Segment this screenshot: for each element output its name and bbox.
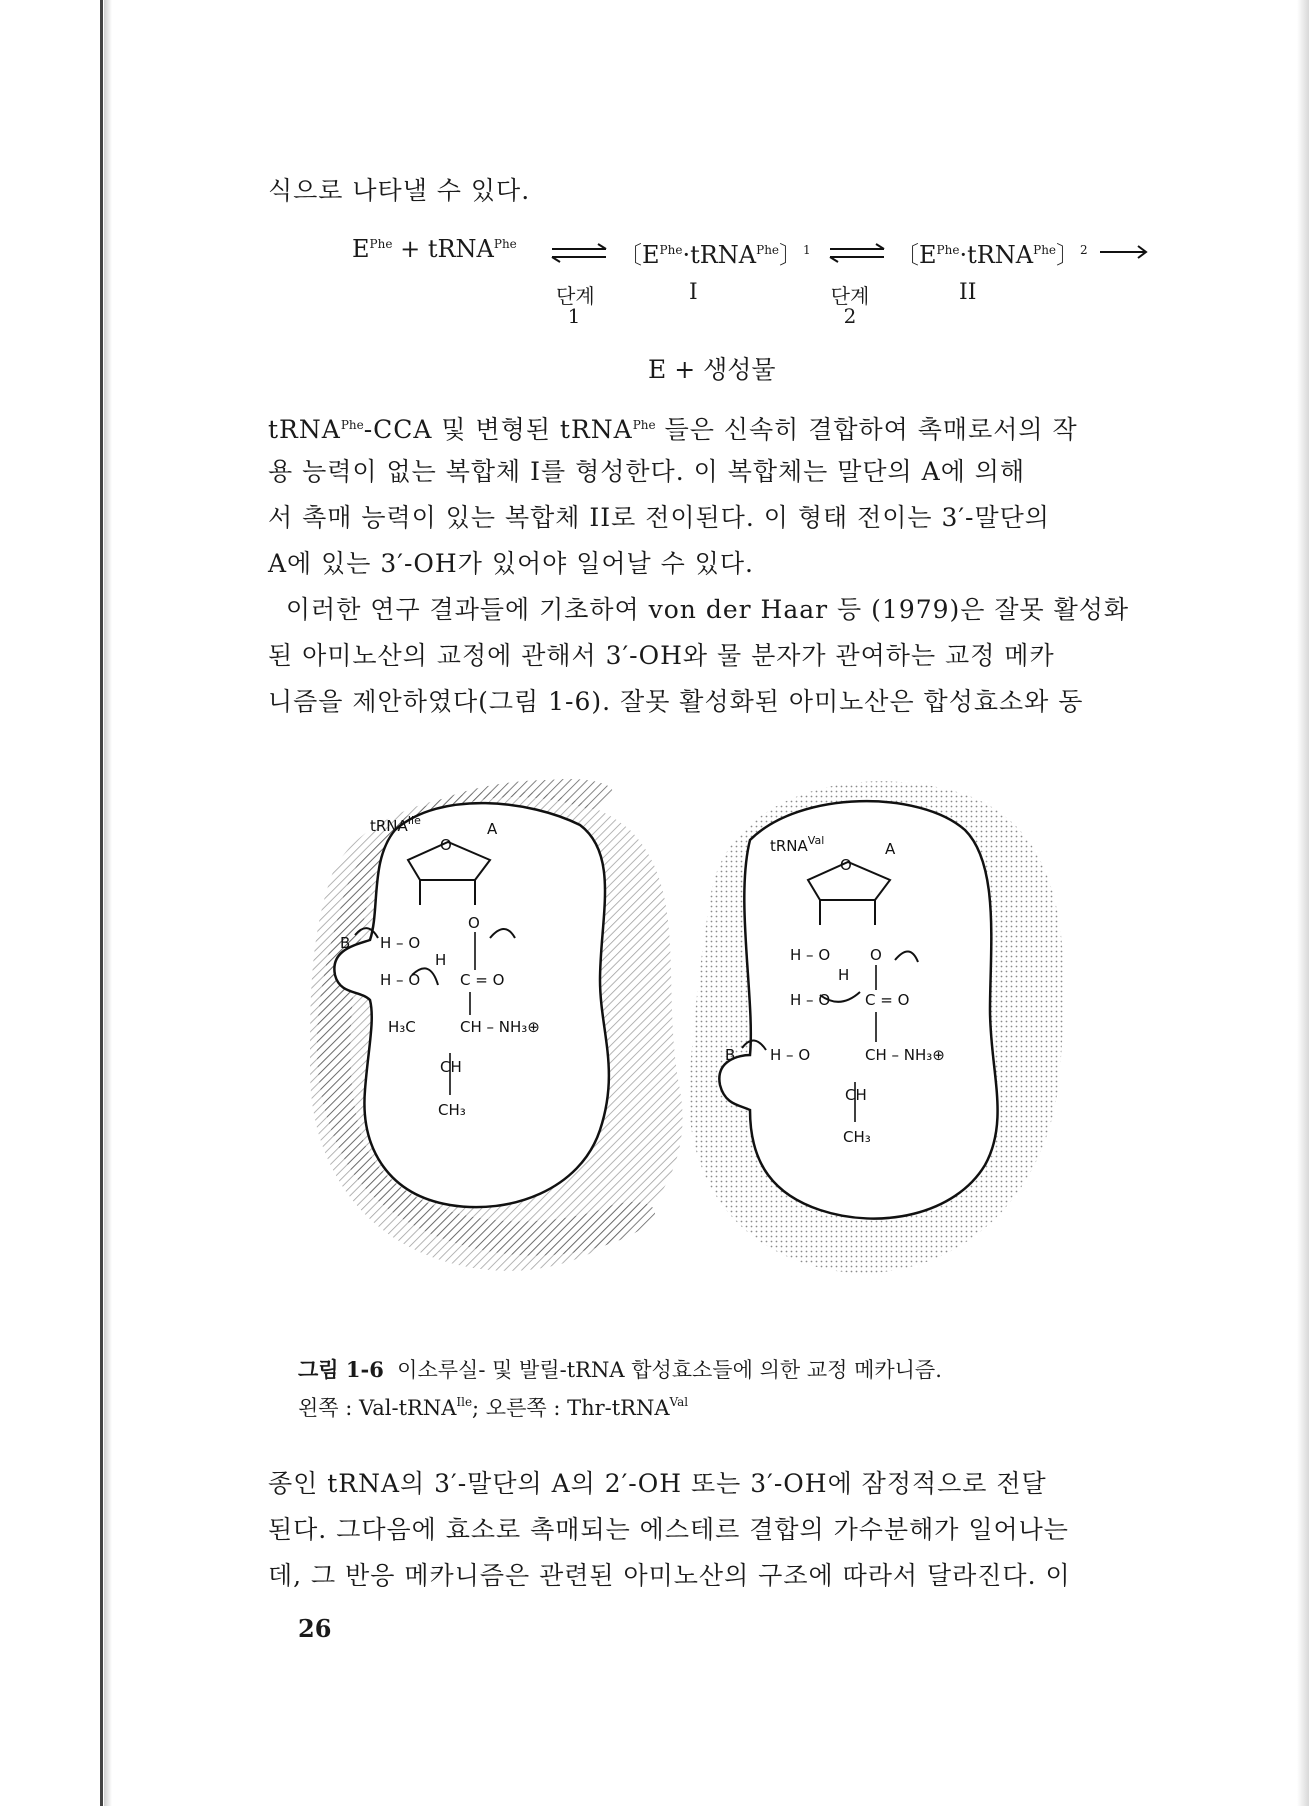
left-ho-water: H – O [380, 971, 421, 989]
caption-text: 이소루실- 및 발릴-tRNA 합성효소들에 의한 교정 메카니즘. [383, 1358, 942, 1382]
para3-line2: 된다. 그다음에 효소로 촉매되는 에스테르 결합의 가수분해가 일어나는 [268, 1515, 1069, 1544]
para1-line1 [268, 405, 1168, 450]
eq-plus: + [400, 235, 421, 263]
right-ch3: CH₃ [843, 1128, 871, 1146]
para1-l1-sup1: Phe [340, 418, 364, 432]
intro-line: 식으로 나타낼 수 있다. [268, 176, 531, 205]
caption-right: ; 오른쪽 : Thr-tRNA [472, 1396, 670, 1420]
right-ho-water: H – O [790, 991, 831, 1009]
left-o-top: O [468, 914, 480, 932]
para2-line3: 니즘을 제안하였다(그림 1-6). 잘못 활성화된 아미노산은 합성효소와 동 [268, 687, 1084, 716]
right-trna-label: tRNA$^{Val}$ [770, 834, 825, 855]
right-ho-side: H – O [770, 1046, 811, 1064]
para3-line1: 종인 tRNA의 3′-말단의 A의 2′-OH 또는 3′-OH에 잠정적으로 전달 [268, 1469, 1047, 1498]
left-ring-adenine: A [487, 820, 498, 838]
complex-1-open: 〔E [618, 241, 660, 269]
step1-label: 단계 [556, 284, 595, 308]
step2-number: 2 [843, 304, 857, 328]
left-enzyme-panel [310, 779, 683, 1271]
left-h-water: H [435, 951, 447, 969]
para1-line4: A에 있는 3′-OH가 있어야 일어날 수 있다. [268, 549, 754, 578]
figure-caption-line1 [298, 1355, 942, 1385]
left-carbonyl: C = O [460, 971, 505, 989]
page-right-edge [1297, 0, 1309, 1806]
complex-2-open: 〔E [895, 241, 937, 269]
right-carbonyl: C = O [865, 991, 910, 1009]
complex-2-roman: II [959, 280, 977, 305]
para1-l1-b: -CCA 및 변형된 tRNA [363, 415, 633, 444]
down-arrow-line [1142, 262, 1150, 332]
right-ho-top: H – O [790, 946, 831, 964]
page-number: 26 [298, 1614, 332, 1643]
figure-1-6 [300, 770, 1120, 1310]
complex-2-sup-e: Phe [936, 243, 960, 257]
left-ring-oxygen: O [440, 836, 452, 854]
caption-left-sup: Ile [456, 1395, 473, 1409]
equilibrium-arrow-1 [550, 243, 610, 263]
caption-right-sup: Val [669, 1395, 689, 1409]
right-base: B [725, 1046, 736, 1064]
complex-1-sup-trna: Phe [756, 243, 780, 257]
left-ch-nh3: CH – NH₃⊕ [460, 1018, 540, 1036]
right-ch: CH [845, 1086, 867, 1104]
para1-line2: 용 능력이 없는 복합체 I를 형성한다. 이 복합체는 말단의 A에 의해 [268, 457, 1026, 486]
page-binding-shadow [104, 0, 112, 1806]
figure-caption-line2 [298, 1387, 688, 1423]
complex-1-close: 〕 [779, 241, 804, 269]
para1-l1-c: 들은 신속히 결합하여 촉매로서의 작 [655, 415, 1078, 444]
para1-line3: 서 촉매 능력이 있는 복합체 II로 전이된다. 이 형태 전이는 3′-말단의 [268, 503, 1050, 532]
left-ch3: CH₃ [438, 1101, 466, 1119]
equilibrium-arrow-2 [828, 243, 888, 263]
right-ring-oxygen: O [840, 856, 852, 874]
complex-2-sup-trna: Phe [1033, 243, 1057, 257]
left-h3c: H₃C [388, 1018, 416, 1036]
left-trna-label: tRNA$^{Ile}$ [370, 814, 421, 835]
right-o-top: O [870, 946, 882, 964]
right-ring-adenine: A [885, 840, 896, 858]
eq-reactant-e: E [352, 235, 370, 263]
complex-2 [895, 235, 1088, 270]
left-base: B [340, 934, 351, 952]
para2-line2: 된 아미노산의 교정에 관해서 3′-OH와 물 분자가 관여하는 교정 메카 [268, 641, 1055, 670]
left-ho-top: H – O [380, 934, 421, 952]
right-h-water: H [838, 966, 850, 984]
complex-1-index: 1 [803, 243, 811, 257]
forward-arrow [1098, 244, 1150, 260]
caption-left: 왼쪽 : Val-tRNA [298, 1396, 457, 1420]
step1-number: 1 [567, 304, 581, 328]
para2-line1: 이러한 연구 결과들에 기초하여 von der Haar 등 (1979)은 잘못 활성화 [268, 595, 1130, 624]
caption-label: 그림 1-6 [298, 1357, 384, 1382]
complex-1-trna: ·tRNA [682, 241, 757, 269]
left-ch: CH [440, 1058, 462, 1076]
para1-l1-a: tRNA [268, 415, 341, 444]
eq-reactant-trna: tRNA [427, 235, 494, 263]
equation-row [352, 235, 517, 263]
complex-1 [618, 235, 811, 270]
complex-1-roman: I [689, 280, 698, 305]
para1-l1-sup2: Phe [632, 418, 656, 432]
right-enzyme-panel [689, 781, 1064, 1273]
complex-2-trna: ·tRNA [959, 241, 1034, 269]
complex-2-close: 〕 [1056, 241, 1081, 269]
step2-label: 단계 [830, 284, 870, 308]
eq-reactant-trna-sup: Phe [493, 237, 517, 251]
complex-1-sup-e: Phe [659, 243, 683, 257]
para3-line3: 데, 그 반응 메카니즘은 관련된 아미노산의 구조에 따라서 달라진다. 이 [268, 1561, 1071, 1590]
right-ch-nh3: CH – NH₃⊕ [865, 1046, 945, 1064]
complex-2-index: 2 [1080, 243, 1088, 257]
eq-product: E + 생성물 [648, 355, 776, 384]
right-active-site [719, 801, 997, 1218]
eq-reactant-e-sup: Phe [369, 237, 393, 251]
